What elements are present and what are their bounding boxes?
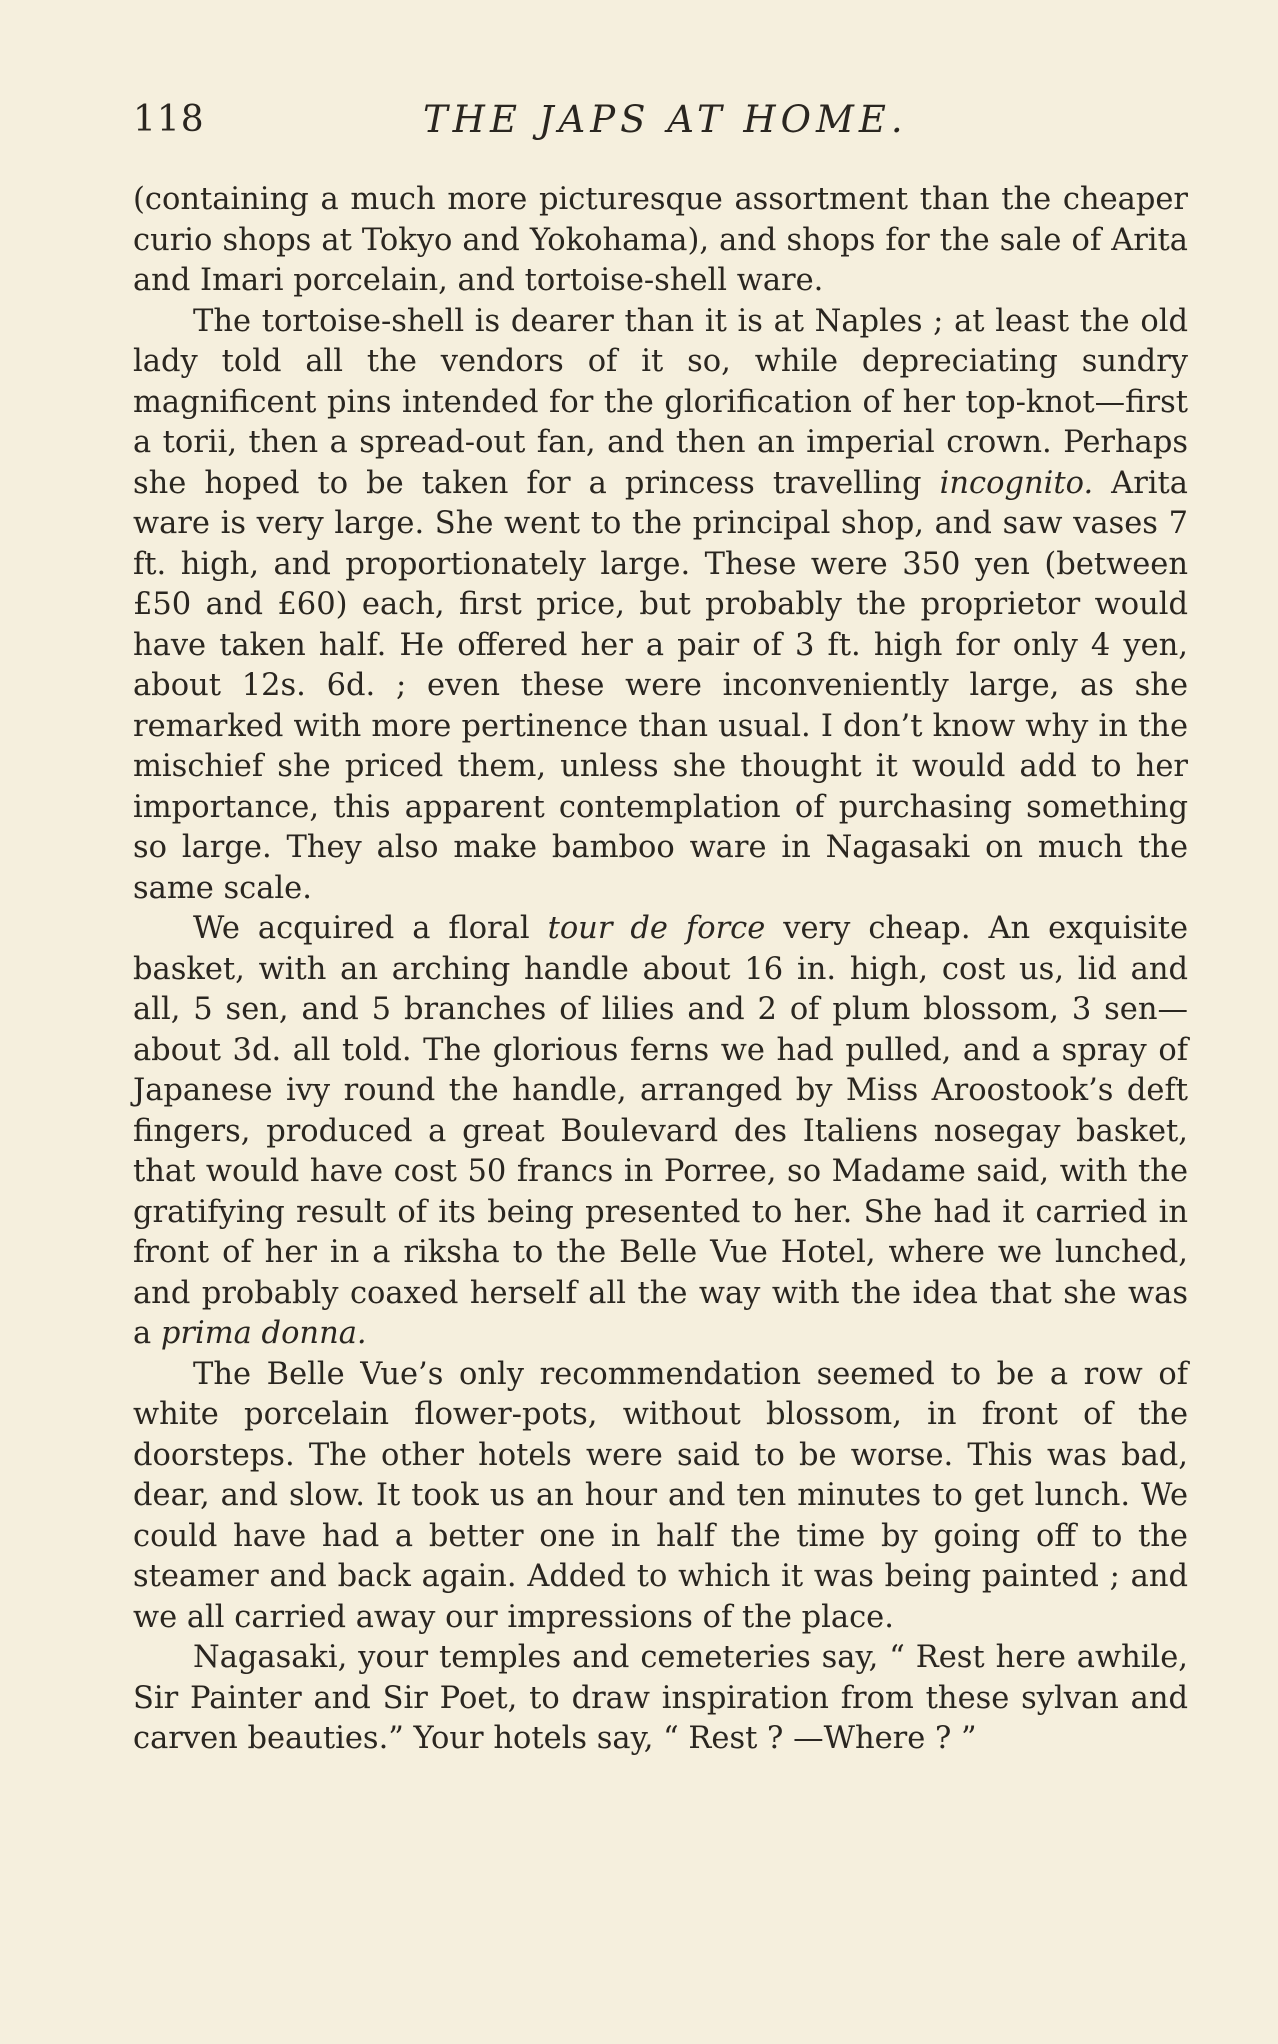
text-segment: The Belle Vue’s only recommendation seemed to be a row of white porcelain flower-pots, without blossom, in front of the doorsteps. The other hotels were said to be worse. This was bad, dear, and slow. It took us an hour and ten minutes to get lunch. We could have had a better one in half the time by going off to the steamer and back again. Added to which it was being painted ; and we all carried away our impressions of the place. xyxy=(133,1356,1188,1635)
italic-text: incognito. xyxy=(939,465,1094,501)
paragraph xyxy=(133,302,1188,910)
text-segment: very cheap. An exquisite basket, with an arching handle about 16 in. high, cost us, lid and all, 5 sen, and 5 branches of lilies and 2 of plum blossom, 3 sen—about 3d. all told. The glorious ferns we had pulled, and a spray of Japanese ivy round the handle, arranged by Miss Aroostook’s deft fingers, produced a great Boulevard des Italiens nosegay basket, that would have cost 50 francs in Porree, so Madame said, with the gratifying result of its being presented to her. She had it carried in front of her in a riksha to the Belle Vue Hotel, where we lunched, and probably coaxed herself all the way with the idea that she was a xyxy=(133,911,1189,1351)
text-segment: The tortoise-shell is dearer than it is at Naples ; at least the old lady told all the vendors of it so, while depreciating sundry magnificent pins intended for the glorification of her top-knot—first a torii, then a spread-out fan, and then an imperial crown. Perhaps she hoped to be taken for a princess travelling xyxy=(133,303,1188,501)
italic-text: prima donna. xyxy=(160,1316,367,1351)
page-number: 118 xyxy=(133,99,205,140)
page-header xyxy=(133,96,1193,144)
text-segment: We acquired a floral xyxy=(193,911,548,946)
italic-text: tour de force xyxy=(547,911,766,946)
paragraph xyxy=(133,1638,1188,1760)
paragraph xyxy=(133,180,1188,302)
paragraph xyxy=(133,909,1188,1355)
text-segment: Arita ware is very large. She went to the principal shop, and saw vases 7 ft. high, and proportionately large. These were 350 yen (between £50 and £60) each, first price, but probably the proprietor would have taken half. He offered her a pair of 3 ft. high for only 4 yen, about 12s. 6d. ; even these were inconveniently large, as she remarked with more pertinence than usual. I don’t know why in the mischief she priced them, unless she thought it would add to her importance, this apparent contemplation of purchasing something so large. They also make bamboo ware in Nagasaki on much the same scale. xyxy=(133,465,1188,906)
paragraph xyxy=(133,1355,1188,1639)
text-segment: (containing a much more picturesque assortment than the cheaper curio shops at Tokyo and Yokohama), and shops for the sale of Arita and Imari porcelain, and tortoise-shell ware. xyxy=(133,182,1188,298)
body-text xyxy=(133,180,1188,1760)
running-title: THE JAPS AT HOME. xyxy=(423,98,908,141)
text-segment: Nagasaki, your temples and cemeteries say, “ Rest here awhile, Sir Painter and Sir Poet, to draw inspiration from these sylvan and carven beauties.” Your hotels say, “ Rest ? —Where ? ” xyxy=(133,1640,1188,1756)
